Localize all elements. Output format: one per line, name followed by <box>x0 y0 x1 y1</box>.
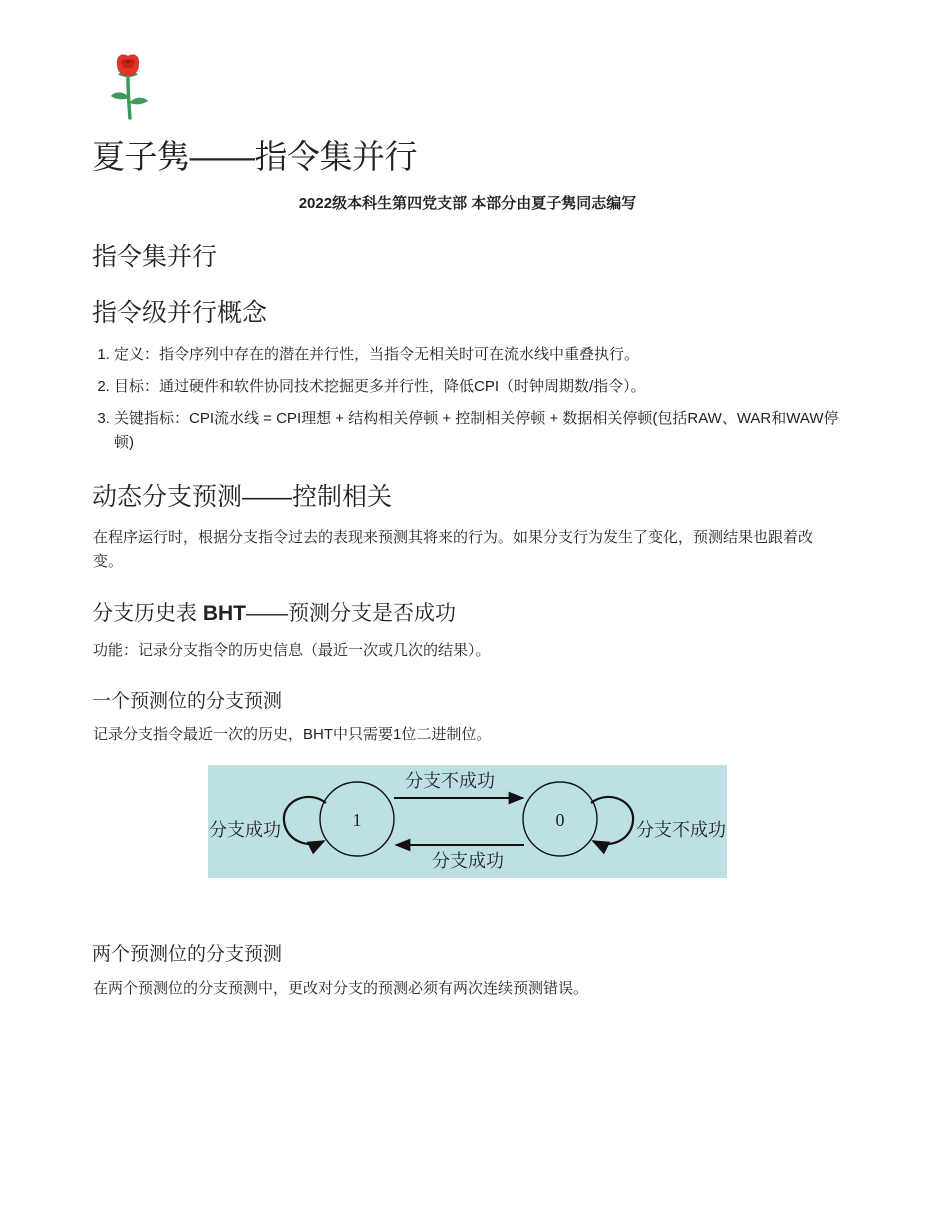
rose-icon <box>108 52 152 120</box>
state-1-label: 1 <box>352 810 362 830</box>
section-heading-two-bit: 两个预测位的分支预测 <box>92 944 283 965</box>
two-bit-text: 在两个预测位的分支预测中，更改对分支的预测必须有两次连续预测错误。 <box>93 980 589 997</box>
state-0-label: 0 <box>555 810 565 830</box>
page-title: 夏子隽——指令集并行 <box>92 138 417 175</box>
bht-heading-prefix: 分支历史表 <box>92 602 203 625</box>
bottom-transition-label: 分支成功 <box>432 851 504 871</box>
ilp-concept-list <box>93 343 854 463</box>
section-heading-bht <box>92 597 456 627</box>
section-heading-ilp-main: 指令集并行 <box>92 243 218 271</box>
bht-function-text: 功能：记录分支指令的历史信息（最近一次或几次的结果）。 <box>93 642 491 659</box>
section-heading-dynamic-prediction: 动态分支预测——控制相关 <box>92 483 393 511</box>
section-heading-ilp-concept: 指令级并行概念 <box>92 299 268 327</box>
page-subtitle: 2022级本科生第四党支部 本部分由夏子隽同志编写 <box>298 195 637 212</box>
one-bit-state-diagram <box>208 765 727 878</box>
one-bit-text: 记录分支指令最近一次的历史，BHT中只需要1位二进制位。 <box>93 726 492 743</box>
section-heading-one-bit: 一个预测位的分支预测 <box>92 691 283 712</box>
right-loop-label: 分支不成功 <box>636 820 726 840</box>
list-item: 3. 关键指标：CPI流水线 = CPI理想 + 结构相关停顿 + 控制相关停顿 + 数据相关停顿(包括RAW、WAR和WAW停顿) <box>114 407 854 455</box>
list-item: 2. 目标：通过硬件和软件协同技术挖掘更多并行性，降低CPI（时钟周期数/指令）。 <box>114 375 854 399</box>
top-transition-label: 分支不成功 <box>405 771 495 791</box>
bht-heading-suffix: ——预测分支是否成功 <box>246 602 457 625</box>
left-loop-label: 分支成功 <box>209 820 281 840</box>
dynamic-prediction-text: 在程序运行时，根据分支指令过去的表现来预测其将来的行为。如果分支行为发生了变化，预测结果也跟着改变。 <box>93 529 814 570</box>
bht-heading-bold: BHT <box>202 602 247 625</box>
list-item: 1. 定义：指令序列中存在的潜在并行性，当指令无相关时可在流水线中重叠执行。 <box>114 343 854 367</box>
